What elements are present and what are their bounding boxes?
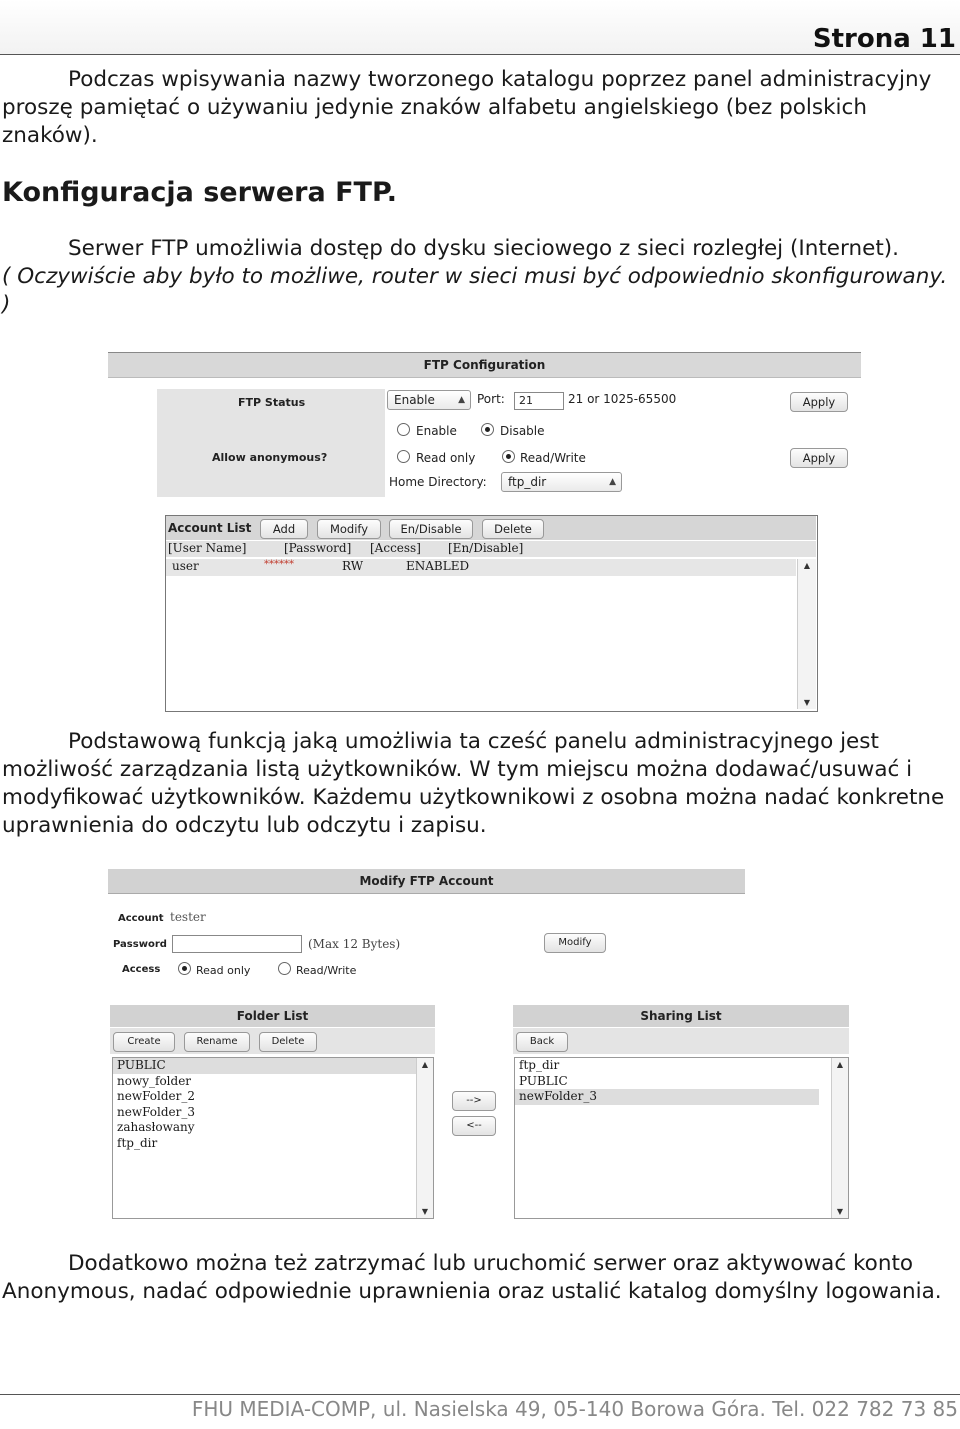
account-label: Account (118, 913, 164, 924)
page-number: Strona 11 (812, 24, 956, 54)
password-hint: (Max 12 Bytes) (308, 937, 401, 951)
remove-from-sharing-button[interactable]: <-- (452, 1116, 496, 1136)
folder-listbox[interactable] (112, 1057, 434, 1219)
rename-folder-button[interactable]: Rename (184, 1032, 250, 1052)
add-account-button[interactable]: Add (260, 519, 308, 539)
home-dir-select[interactable]: ftp_dir ▲ (501, 472, 622, 492)
list-item[interactable]: PUBLIC (519, 1073, 568, 1088)
anon-read-only-label: Read only (416, 451, 476, 465)
allow-anonymous-label: Allow anonymous? (212, 451, 328, 464)
anon-disable-radio[interactable] (481, 423, 494, 436)
anon-disable-label: Disable (500, 424, 545, 438)
delete-folder-button[interactable]: Delete (259, 1032, 317, 1052)
password-label: Password (113, 939, 167, 950)
modify-save-button[interactable]: Modify (544, 933, 606, 953)
port-input[interactable]: 21 (514, 392, 564, 410)
list-item[interactable]: newFolder_2 (117, 1089, 195, 1103)
row-status: ENABLED (406, 559, 470, 573)
anon-read-write-radio[interactable] (502, 450, 515, 463)
account-list-scrollbar[interactable] (797, 559, 816, 709)
account-list-title: Account List (168, 521, 252, 535)
chevron-updown-icon: ▲ (458, 395, 465, 405)
port-hint: 21 or 1025-65500 (568, 392, 677, 406)
scroll-down-icon[interactable]: ▼ (803, 698, 811, 707)
folder-list-title: Folder List (110, 1005, 435, 1027)
row-password: ****** (264, 559, 294, 570)
scroll-down-icon[interactable]: ▼ (836, 1207, 844, 1216)
scroll-up-icon[interactable]: ▲ (803, 561, 811, 570)
col-status: [En/Disable] (448, 541, 524, 555)
port-label: Port: (477, 392, 505, 406)
row-user: user (172, 559, 199, 573)
home-dir-label: Home Directory: (389, 475, 487, 489)
account-value: tester (170, 910, 206, 924)
sharing-list-title: Sharing List (513, 1005, 849, 1027)
list-item[interactable]: PUBLIC (113, 1058, 433, 1074)
ftp-status-select[interactable]: Enable ▲ (387, 390, 471, 410)
list-item[interactable]: ftp_dir (519, 1058, 560, 1072)
access-label: Access (122, 964, 161, 975)
list-item[interactable]: newFolder_3 (117, 1104, 195, 1119)
list-item[interactable]: nowy_folder (117, 1073, 192, 1088)
anon-read-only-radio[interactable] (397, 450, 410, 463)
scroll-up-icon[interactable]: ▲ (836, 1060, 844, 1069)
table-row[interactable] (166, 559, 796, 576)
sharing-listbox[interactable] (514, 1057, 849, 1219)
chevron-updown-icon: ▲ (609, 477, 616, 487)
scroll-down-icon[interactable]: ▼ (421, 1207, 429, 1216)
apply-anonymous-button[interactable]: Apply (790, 448, 848, 468)
ftp-status-label: FTP Status (238, 396, 306, 409)
toggle-account-button[interactable]: En/Disable (389, 519, 473, 539)
page-footer: FHU MEDIA-COMP, ul. Nasielska 49, 05-140 Borowa Góra. Tel. 022 782 73 85 (191, 1397, 958, 1421)
list-item[interactable]: zahasłowany (117, 1120, 195, 1134)
modify-account-title: Modify FTP Account (108, 869, 745, 894)
intro-paragraph: Podczas wpisywania nazwy tworzonego katalogu poprzez panel administracyjny proszę pamiętać o używaniu jedynie znaków alfabetu angielskiego (bez polskich znaków). (2, 67, 932, 148)
apply-status-button[interactable]: Apply (790, 392, 848, 412)
ftp-intro-paragraph: Serwer FTP umożliwia dostęp do dysku sieciowego z sieci rozległej (Internet). ( Oczywiście aby było to możliwe, router w sieci musi być odpowiednio skonfigurowany. ) (2, 236, 948, 317)
list-item[interactable]: ftp_dir (117, 1135, 158, 1150)
row-access: RW (342, 559, 364, 573)
folder-list-scrollbar[interactable] (416, 1058, 433, 1218)
password-input[interactable] (172, 935, 302, 953)
section-heading: Konfiguracja serwera FTP. (2, 177, 398, 208)
scroll-up-icon[interactable]: ▲ (421, 1060, 429, 1069)
modify-account-button[interactable]: Modify (317, 519, 381, 539)
col-user-name: [User Name] (168, 541, 247, 555)
anon-read-write-label: Read/Write (520, 451, 586, 465)
anon-enable-label: Enable (416, 424, 457, 438)
access-read-only-radio[interactable] (178, 962, 191, 975)
page-header (0, 0, 960, 54)
sharing-list-scrollbar[interactable] (831, 1058, 848, 1218)
access-read-write-radio[interactable] (278, 962, 291, 975)
delete-account-button[interactable]: Delete (482, 519, 544, 539)
add-to-sharing-button[interactable]: --> (452, 1091, 496, 1111)
closing-paragraph: Dodatkowo można też zatrzymać lub uruchomić serwer oraz aktywować konto Anonymous, nadać odpowiednie uprawnienia oraz ustalić katalog domyślny logowania. (2, 1251, 942, 1304)
account-list-columns (166, 541, 816, 557)
create-folder-button[interactable]: Create (113, 1032, 175, 1052)
back-button[interactable]: Back (516, 1032, 568, 1052)
col-access: [Access] (370, 541, 421, 555)
list-item[interactable]: newFolder_3 (515, 1089, 819, 1105)
anon-enable-radio[interactable] (397, 423, 410, 436)
ftp-config-title: FTP Configuration (108, 352, 861, 378)
account-paragraph: Podstawową funkcją jaką umożliwia ta cześć panelu administracyjnego jest możliwość zarządzania listą użytkowników. W tym miejscu można dodawać/usuwać i modyfikować użytkowników. Każdemu użytkownikowi z osobna można nadać konkretne uprawnienia do odczytu lub odczytu i zapisu. (2, 729, 945, 838)
col-password: [Password] (284, 541, 352, 555)
footer-rule (0, 1394, 960, 1395)
access-read-write-label: Read/Write (296, 964, 357, 977)
access-read-only-label: Read only (196, 964, 251, 977)
